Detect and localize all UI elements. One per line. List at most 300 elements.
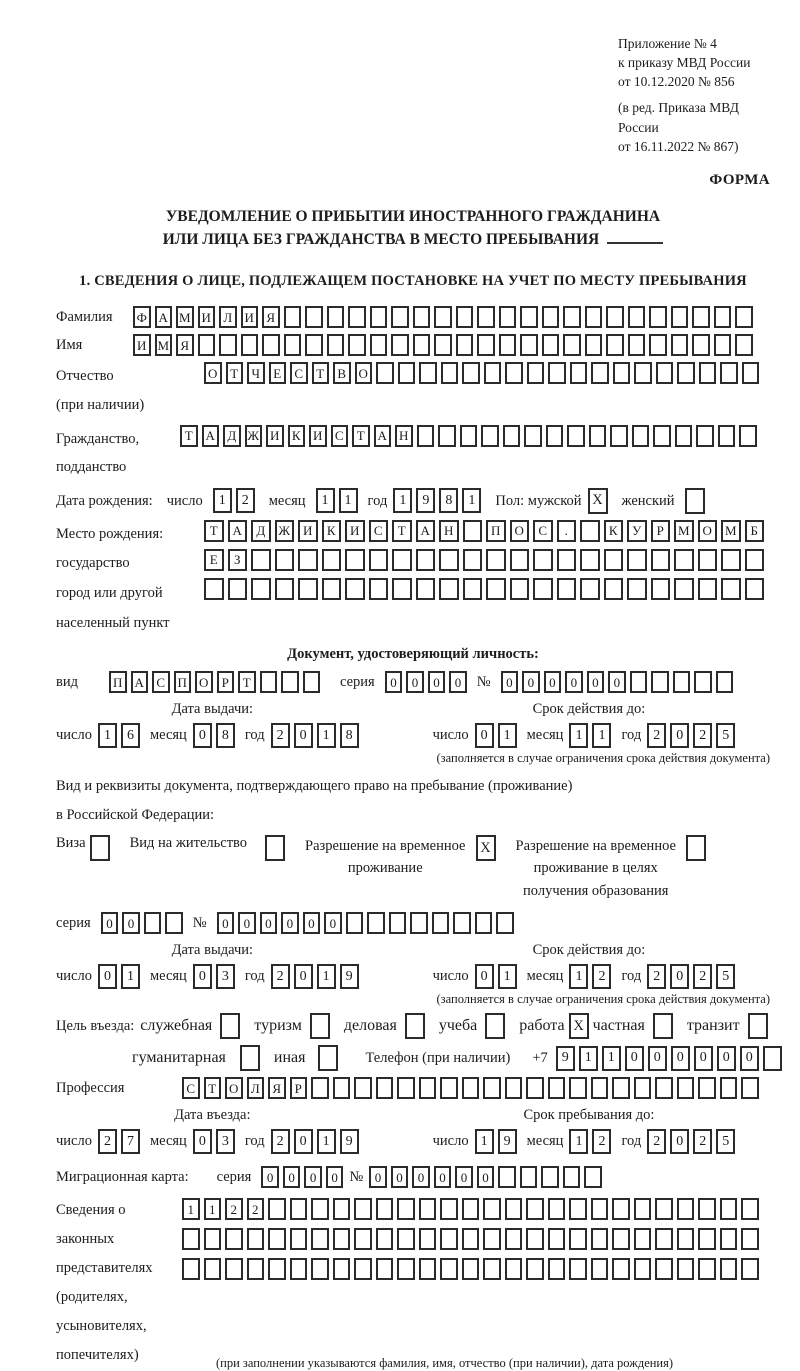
birth-year-cells xyxy=(393,488,481,513)
char-cell xyxy=(477,334,495,356)
representatives-cells-row2 xyxy=(182,1228,759,1250)
purpose-option-private xyxy=(593,1013,673,1039)
patronymic-label-line2: (при наличии) xyxy=(56,396,145,413)
char-cell xyxy=(475,912,493,934)
char-cell xyxy=(398,362,416,384)
char-cell: 0 xyxy=(670,964,689,989)
purpose-checkbox xyxy=(220,1013,240,1039)
char-cell: 1 xyxy=(579,1046,598,1071)
purpose-checkbox xyxy=(240,1045,260,1071)
char-cell xyxy=(434,334,452,356)
validity-note: (заполняется в случае ограничения срока действия документа) xyxy=(436,751,770,766)
char-cell xyxy=(692,306,710,328)
char-cell: Т xyxy=(204,520,224,542)
char-cell: В xyxy=(333,362,351,384)
char-cell: 1 xyxy=(317,1129,336,1154)
char-cell: Р xyxy=(217,671,235,693)
char-cell: И xyxy=(198,306,216,328)
entry-dates xyxy=(56,1107,770,1154)
char-cell: П xyxy=(486,520,506,542)
char-cell: 9 xyxy=(340,964,359,989)
char-cell xyxy=(477,306,495,328)
purpose-option-other xyxy=(274,1045,338,1071)
char-cell xyxy=(520,306,538,328)
patronymic-label-line1: Отчество xyxy=(56,368,114,385)
day-label: число xyxy=(432,727,469,744)
givenname-row xyxy=(56,334,770,356)
char-cell: 1 xyxy=(475,1129,494,1154)
stay-year-cells xyxy=(647,1129,735,1154)
char-cell xyxy=(745,578,765,600)
char-cell xyxy=(354,1258,372,1280)
char-cell xyxy=(584,1166,602,1188)
char-cell: Д xyxy=(251,520,271,542)
profession-cells xyxy=(182,1077,759,1099)
char-cell: Т xyxy=(352,425,370,447)
char-cell xyxy=(580,549,600,571)
char-cell xyxy=(483,1077,501,1099)
char-cell xyxy=(440,1258,458,1280)
char-cell xyxy=(419,1077,437,1099)
char-cell xyxy=(606,334,624,356)
char-cell: 3 xyxy=(216,964,235,989)
entry-month-cells xyxy=(193,1129,235,1154)
char-cell: Н xyxy=(395,425,413,447)
temp-residence-checkbox xyxy=(476,835,496,861)
char-cell xyxy=(763,1046,782,1071)
char-cell: Е xyxy=(269,362,287,384)
char-cell xyxy=(591,362,609,384)
char-cell xyxy=(311,1198,329,1220)
char-cell xyxy=(510,549,530,571)
char-cell xyxy=(526,1077,544,1099)
phone-label: Телефон (при наличии) xyxy=(365,1050,511,1067)
visa-option xyxy=(56,835,110,861)
identity-doc-heading: Документ, удостоверяющий личность: xyxy=(287,646,539,663)
char-cell: 6 xyxy=(121,723,140,748)
char-cell xyxy=(484,362,502,384)
char-cell xyxy=(542,334,560,356)
char-cell xyxy=(563,306,581,328)
purpose-checkbox xyxy=(653,1013,673,1039)
char-cell xyxy=(741,1258,759,1280)
char-cell: И xyxy=(133,334,151,356)
char-cell: С xyxy=(152,671,170,693)
char-cell xyxy=(397,1198,415,1220)
issue-date-title: Дата выдачи: xyxy=(171,701,254,718)
char-cell xyxy=(225,1228,243,1250)
char-cell: 0 xyxy=(238,912,256,934)
migration-card-row xyxy=(56,1166,770,1188)
stay-month-cells xyxy=(569,1129,611,1154)
identity-doc-dates xyxy=(56,701,770,748)
char-cell: Т xyxy=(238,671,256,693)
char-cell xyxy=(557,578,577,600)
char-cell xyxy=(376,1198,394,1220)
valid-day-cells xyxy=(475,723,517,748)
issue-day-cells xyxy=(98,964,140,989)
issue-year-cells xyxy=(271,964,359,989)
purpose-option-business-trip xyxy=(140,1013,240,1039)
residence-seriya-cells xyxy=(101,912,183,934)
char-cell xyxy=(322,549,342,571)
char-cell: 0 xyxy=(625,1046,644,1071)
char-cell: О xyxy=(698,520,718,542)
char-cell: О xyxy=(510,520,530,542)
month-label: месяц xyxy=(526,968,564,985)
char-cell xyxy=(634,1198,652,1220)
day-label: число xyxy=(432,1133,469,1150)
amendment-note xyxy=(618,98,770,155)
sex-female-label: женский xyxy=(621,492,675,509)
char-cell xyxy=(485,1013,505,1039)
char-cell xyxy=(354,1228,372,1250)
char-cell: С xyxy=(182,1077,200,1099)
month-label: месяц xyxy=(149,727,187,744)
char-cell xyxy=(714,334,732,356)
char-cell: А xyxy=(155,306,173,328)
char-cell: 0 xyxy=(391,1166,409,1188)
char-cell xyxy=(392,549,412,571)
temp-residence-label-line2: проживание xyxy=(347,860,423,877)
representatives-label-line: (родителях, xyxy=(56,1289,128,1306)
issue-month-cells xyxy=(193,964,235,989)
char-cell xyxy=(391,306,409,328)
char-cell xyxy=(298,578,318,600)
char-cell: Ч xyxy=(247,362,265,384)
char-cell: 0 xyxy=(648,1046,667,1071)
char-cell: Е xyxy=(204,549,224,571)
char-cell xyxy=(677,362,695,384)
char-cell: 0 xyxy=(428,671,446,693)
purpose-checkbox xyxy=(569,1013,589,1039)
form-title-line2: ИЛИ ЛИЦА БЕЗ ГРАЖДАНСТВА В МЕСТО ПРЕБЫВАНИЯ xyxy=(162,231,600,249)
char-cell xyxy=(345,578,365,600)
char-cell: А xyxy=(374,425,392,447)
char-cell: X xyxy=(476,835,496,861)
char-cell: 5 xyxy=(716,1129,735,1154)
char-cell: 0 xyxy=(740,1046,759,1071)
birthplace-label-line: Место рождения: xyxy=(56,525,164,542)
char-cell xyxy=(440,1198,458,1220)
temp-study-checkbox xyxy=(686,835,706,861)
char-cell: Т xyxy=(204,1077,222,1099)
char-cell xyxy=(505,1228,523,1250)
char-cell xyxy=(440,1077,458,1099)
char-cell xyxy=(505,1258,523,1280)
char-cell xyxy=(612,1228,630,1250)
char-cell: 1 xyxy=(602,1046,621,1071)
char-cell xyxy=(612,1198,630,1220)
identity-valid-group xyxy=(433,701,746,748)
char-cell: И xyxy=(298,520,318,542)
char-cell: 0 xyxy=(475,723,494,748)
char-cell: 0 xyxy=(101,912,119,934)
char-cell xyxy=(735,334,753,356)
char-cell xyxy=(499,334,517,356)
char-cell xyxy=(720,362,738,384)
residence-permit-label: Вид на жительство xyxy=(129,834,248,851)
char-cell: 2 xyxy=(236,488,255,513)
birthplace-cells-row2 xyxy=(204,549,764,571)
char-cell xyxy=(720,1077,738,1099)
char-cell: Ф xyxy=(133,306,151,328)
char-cell: Б xyxy=(745,520,765,542)
residence-doc-intro1: Вид и реквизиты документа, подтверждающего право на пребывание (проживание) xyxy=(56,778,573,795)
char-cell xyxy=(370,334,388,356)
char-cell: 0 xyxy=(544,671,562,693)
phone-cells xyxy=(556,1046,782,1071)
char-cell: 0 xyxy=(694,1046,713,1071)
char-cell xyxy=(520,1166,538,1188)
char-cell xyxy=(698,1228,716,1250)
birthplace-cells-row1 xyxy=(204,520,764,542)
char-cell: П xyxy=(109,671,127,693)
char-cell xyxy=(290,1198,308,1220)
char-cell: С xyxy=(290,362,308,384)
char-cell xyxy=(634,1228,652,1250)
number-label: № xyxy=(192,915,207,932)
char-cell xyxy=(606,306,624,328)
char-cell: 0 xyxy=(670,723,689,748)
char-cell xyxy=(569,1198,587,1220)
temp-study-label-line2: проживание в целях xyxy=(533,860,658,877)
issue-date-line xyxy=(56,964,369,989)
char-cell xyxy=(526,1258,544,1280)
char-cell xyxy=(613,362,631,384)
char-cell xyxy=(462,1198,480,1220)
char-cell xyxy=(462,1228,480,1250)
char-cell: О xyxy=(225,1077,243,1099)
char-cell xyxy=(505,1198,523,1220)
char-cell xyxy=(721,549,741,571)
issue-date-title: Дата выдачи: xyxy=(171,942,254,959)
char-cell: 1 xyxy=(213,488,232,513)
char-cell xyxy=(585,306,603,328)
char-cell: Т xyxy=(180,425,198,447)
char-cell xyxy=(327,334,345,356)
char-cell xyxy=(569,1077,587,1099)
patronymic-row xyxy=(56,362,770,419)
char-cell: 2 xyxy=(647,1129,666,1154)
char-cell: 0 xyxy=(122,912,140,934)
char-cell xyxy=(369,549,389,571)
char-cell: 2 xyxy=(98,1129,117,1154)
char-cell xyxy=(228,578,248,600)
char-cell xyxy=(275,578,295,600)
char-cell: 7 xyxy=(121,1129,140,1154)
char-cell: М xyxy=(155,334,173,356)
residence-issue-group xyxy=(56,942,369,989)
sex-male-label: Пол: мужской xyxy=(495,492,582,509)
char-cell xyxy=(354,1198,372,1220)
char-cell xyxy=(367,912,385,934)
char-cell xyxy=(718,425,736,447)
amendment-line: от 16.11.2022 № 867) xyxy=(618,138,739,154)
char-cell xyxy=(462,1077,480,1099)
purpose-checkbox xyxy=(405,1013,425,1039)
birthplace-label-line: населенный пункт xyxy=(56,614,170,631)
char-cell xyxy=(441,362,459,384)
char-cell xyxy=(585,334,603,356)
char-cell: 1 xyxy=(498,964,517,989)
char-cell: X xyxy=(588,488,608,514)
doc-kind-cells xyxy=(109,671,320,693)
char-cell: 0 xyxy=(193,723,212,748)
citizenship-label-line1: Гражданство, xyxy=(56,430,140,447)
char-cell: Т xyxy=(312,362,330,384)
char-cell: О xyxy=(195,671,213,693)
purpose-option-work xyxy=(519,1013,588,1039)
char-cell: 0 xyxy=(283,1166,301,1188)
char-cell xyxy=(251,549,271,571)
char-cell xyxy=(303,671,321,693)
char-cell: 2 xyxy=(647,723,666,748)
char-cell: 0 xyxy=(294,1129,313,1154)
char-cell: 1 xyxy=(121,964,140,989)
char-cell: 9 xyxy=(416,488,435,513)
char-cell xyxy=(655,1258,673,1280)
month-label: месяц xyxy=(526,727,564,744)
identity-doc-row xyxy=(56,671,770,693)
char-cell xyxy=(651,549,671,571)
char-cell xyxy=(392,578,412,600)
patronymic-label xyxy=(56,362,204,419)
char-cell xyxy=(225,1258,243,1280)
char-cell xyxy=(692,334,710,356)
char-cell: 0 xyxy=(193,1129,212,1154)
char-cell xyxy=(376,1077,394,1099)
char-cell: Ж xyxy=(275,520,295,542)
char-cell xyxy=(580,520,600,542)
year-label: год xyxy=(244,968,265,985)
char-cell xyxy=(677,1198,695,1220)
representatives-label-line: Сведения о xyxy=(56,1202,126,1219)
char-cell: 1 xyxy=(569,723,588,748)
temp-residence-label-line1: Разрешение на временное xyxy=(305,837,466,854)
month-label: месяц xyxy=(526,1133,564,1150)
option-label: учеба xyxy=(438,1017,478,1035)
residence-permit-option xyxy=(130,835,285,861)
form-title-line2-wrap xyxy=(56,228,770,251)
char-cell xyxy=(496,912,514,934)
char-cell xyxy=(627,578,647,600)
birthplace-label-line: государство xyxy=(56,555,130,572)
char-cell xyxy=(505,1077,523,1099)
char-cell xyxy=(247,1228,265,1250)
residence-permission-row xyxy=(56,835,770,902)
char-cell xyxy=(674,578,694,600)
purpose-option-study xyxy=(439,1013,505,1039)
issue-year-cells xyxy=(271,723,359,748)
valid-month-cells xyxy=(569,964,611,989)
birth-month-cells xyxy=(316,488,358,513)
char-cell xyxy=(376,1228,394,1250)
char-cell xyxy=(526,1198,544,1220)
char-cell xyxy=(165,912,183,934)
char-cell xyxy=(391,334,409,356)
char-cell xyxy=(376,362,394,384)
purpose-option-tourism xyxy=(254,1013,330,1039)
birthplace-row xyxy=(56,520,770,639)
char-cell xyxy=(696,425,714,447)
char-cell xyxy=(569,1258,587,1280)
char-cell xyxy=(462,362,480,384)
birthplace-cells-rows xyxy=(204,520,764,607)
char-cell xyxy=(281,671,299,693)
representatives-labels xyxy=(56,1196,182,1370)
char-cell xyxy=(413,306,431,328)
char-cell xyxy=(204,578,224,600)
char-cell: 0 xyxy=(475,964,494,989)
char-cell: О xyxy=(355,362,373,384)
representatives-label-line: представителях xyxy=(56,1260,153,1277)
char-cell xyxy=(591,1077,609,1099)
forma-label: ФОРМА xyxy=(709,171,770,188)
char-cell xyxy=(673,671,691,693)
char-cell: 2 xyxy=(592,1129,611,1154)
char-cell xyxy=(503,425,521,447)
char-cell xyxy=(462,1258,480,1280)
option-label: туризм xyxy=(254,1017,302,1035)
char-cell: 8 xyxy=(340,723,359,748)
surname-row xyxy=(56,306,770,328)
char-cell: 1 xyxy=(569,1129,588,1154)
char-cell: 2 xyxy=(647,964,666,989)
char-cell xyxy=(524,425,542,447)
residence-number-cells xyxy=(217,912,514,934)
purpose-option-transit xyxy=(687,1013,768,1039)
representatives-cells-row1 xyxy=(182,1198,759,1220)
char-cell: 0 xyxy=(522,671,540,693)
option-label: иная xyxy=(273,1049,306,1067)
char-cell: 0 xyxy=(261,1166,279,1188)
char-cell: И xyxy=(345,520,365,542)
char-cell: 8 xyxy=(439,488,458,513)
char-cell xyxy=(716,671,734,693)
char-cell xyxy=(439,549,459,571)
char-cell xyxy=(656,362,674,384)
char-cell xyxy=(628,334,646,356)
day-label: число xyxy=(166,492,203,509)
migration-card-label: Миграционная карта: xyxy=(56,1169,189,1186)
representatives-label-line: усыновителях, xyxy=(56,1318,147,1335)
char-cell xyxy=(557,549,577,571)
doc-number-cells xyxy=(501,671,734,693)
identity-issue-group xyxy=(56,701,369,748)
char-cell xyxy=(612,1258,630,1280)
birthplace-labels xyxy=(56,520,204,639)
year-label: год xyxy=(367,492,388,509)
birth-day-cells xyxy=(213,488,255,513)
char-cell: С xyxy=(331,425,349,447)
char-cell xyxy=(305,306,323,328)
char-cell: 0 xyxy=(260,912,278,934)
representatives-label-line: законных xyxy=(56,1231,115,1248)
char-cell xyxy=(699,362,717,384)
char-cell xyxy=(634,362,652,384)
doc-seriya-label: серия xyxy=(340,674,375,691)
year-label: год xyxy=(621,1133,642,1150)
char-cell xyxy=(649,334,667,356)
stay-until-title: Срок пребывания до: xyxy=(523,1107,655,1124)
day-label: число xyxy=(432,968,469,985)
day-label: число xyxy=(56,1133,92,1150)
char-cell xyxy=(275,549,295,571)
char-cell xyxy=(322,578,342,600)
representatives-note: (при заполнении указываются фамилия, имя, отчество (при наличии), дата рождения) xyxy=(216,1356,674,1371)
char-cell xyxy=(548,1258,566,1280)
